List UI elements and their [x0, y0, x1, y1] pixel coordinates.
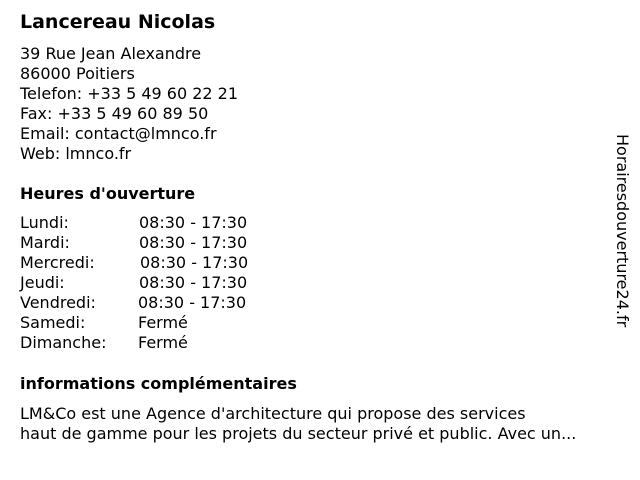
hours-day: Mercredi: — [20, 253, 95, 272]
hours-time: Fermé — [138, 313, 188, 332]
hours-day: Lundi: — [20, 213, 69, 232]
hours-day: Jeudi: — [20, 273, 65, 292]
hours-time: 08:30 - 17:30 — [140, 253, 249, 272]
watermark-text: Horairesdouverture24.fr — [613, 134, 632, 328]
hours-heading: Heures d'ouverture — [20, 184, 196, 203]
hours-time: 08:30 - 17:30 — [138, 293, 247, 312]
fax-number: Fax: +33 5 49 60 89 50 — [20, 104, 209, 123]
contact-block — [20, 44, 238, 164]
hours-time: 08:30 - 17:30 — [139, 273, 248, 292]
website: Web: lmnco.fr — [20, 144, 132, 163]
hours-time: Fermé — [138, 333, 188, 352]
phone-number: Telefon: +33 5 49 60 22 21 — [20, 84, 239, 103]
info-text — [20, 404, 630, 444]
hours-day: Vendredi: — [20, 293, 96, 312]
hours-time: 08:30 - 17:30 — [139, 213, 248, 232]
info-line-2: haut de gamme pour les projets du secteur privé et public. Avec un... — [20, 424, 577, 443]
info-line-1: LM&Co est une Agence d'architecture qui propose des services — [20, 404, 526, 423]
watermark — [611, 134, 633, 370]
email-address: Email: contact@lmnco.fr — [20, 124, 217, 143]
hours-time: 08:30 - 17:30 — [139, 233, 248, 252]
hours-day: Dimanche: — [20, 333, 107, 352]
info-heading: informations complémentaires — [20, 374, 297, 393]
address-street: 39 Rue Jean Alexandre — [20, 44, 202, 63]
address-city: 86000 Poitiers — [20, 64, 135, 83]
hours-day: Mardi: — [20, 233, 70, 252]
hours-day: Samedi: — [20, 313, 86, 332]
business-name: Lancereau Nicolas — [20, 11, 216, 33]
